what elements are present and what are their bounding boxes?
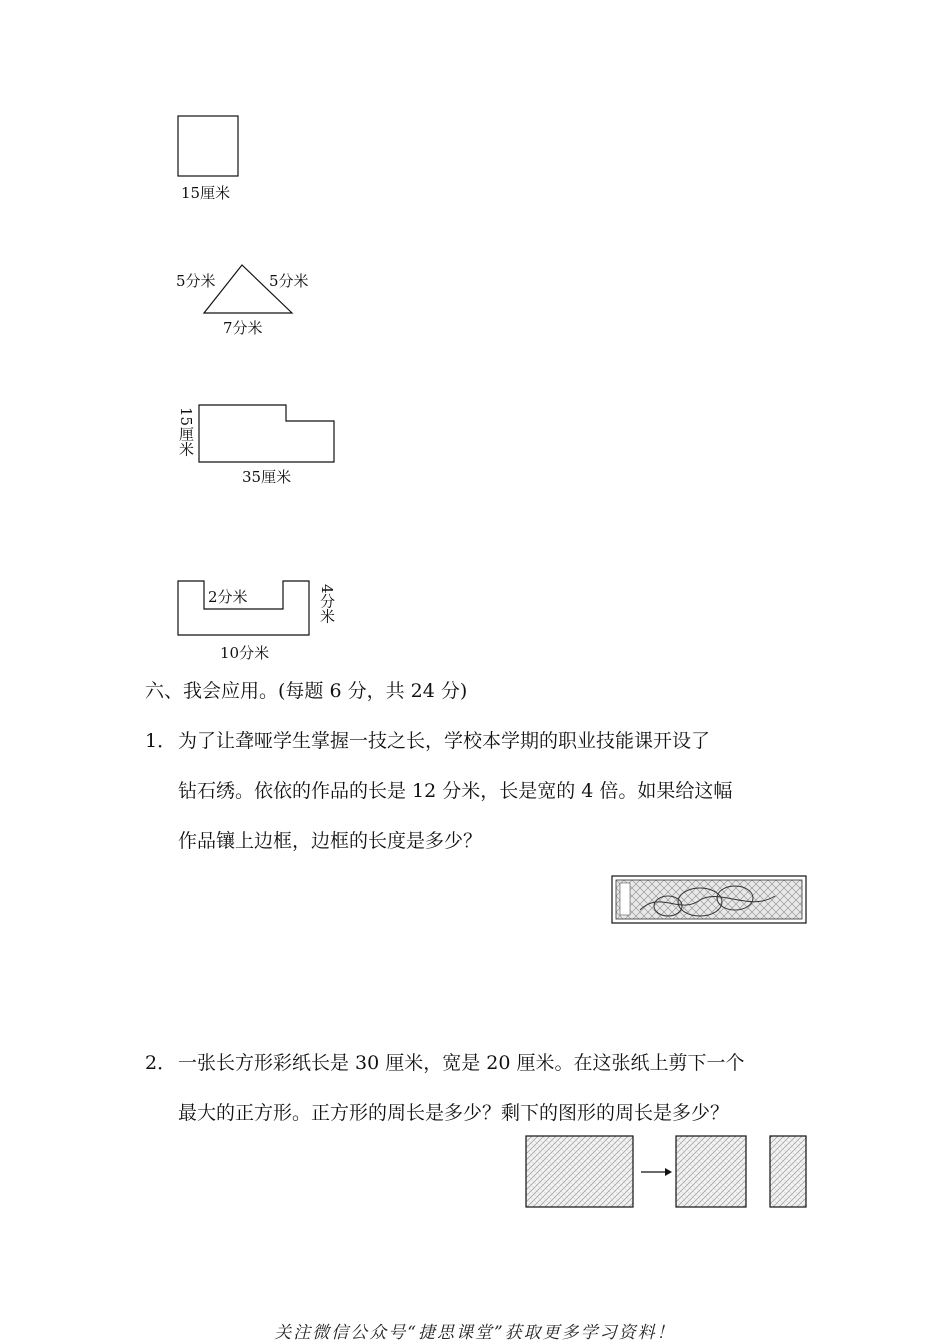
section-title: 六、我会应用。(每题 6 分，共 24 分) [145, 680, 468, 702]
question-text-line: 一张长方形彩纸长是 30 厘米，宽是 20 厘米。在这张纸上剪下一个 [178, 1052, 745, 1074]
question-text-line: 作品镶上边框，边框的长度是多少？ [178, 830, 483, 852]
question-number: 1． [145, 730, 177, 752]
cut-square [676, 1136, 746, 1207]
question-text-line: 最大的正方形。正方形的周长是多少？剩下的图形的周长是多少？ [178, 1102, 730, 1124]
arrow-icon [641, 1168, 672, 1176]
step-shape [199, 405, 334, 462]
step-height-label: 15厘米 [177, 407, 195, 457]
step-width-label: 35厘米 [242, 468, 292, 486]
remaining-rect [770, 1136, 806, 1207]
u-width-label: 10分米 [220, 644, 270, 662]
u-height-label: 4分米 [318, 584, 336, 624]
square-side-label: 15厘米 [181, 184, 231, 202]
triangle-right-label: 5分米 [269, 272, 309, 290]
triangle-left-label: 5分米 [176, 272, 216, 290]
colored-paper-rect [526, 1136, 633, 1207]
square-shape [178, 116, 238, 176]
question-text-line: 为了让聋哑学生掌握一技之长，学校本学期的职业技能课开设了 [178, 730, 711, 752]
u-notch-label: 2分米 [208, 588, 248, 606]
embroidery-picture [612, 876, 806, 923]
triangle-base-label: 7分米 [223, 319, 263, 337]
question-text-line: 钻石绣。依依的作品的长是 12 分米，长是宽的 4 倍。如果给这幅 [178, 780, 733, 802]
question-number: 2． [145, 1052, 177, 1074]
footer-note: 关注微信公众号“捷思课堂”获取更多学习资料！ [274, 1323, 676, 1343]
